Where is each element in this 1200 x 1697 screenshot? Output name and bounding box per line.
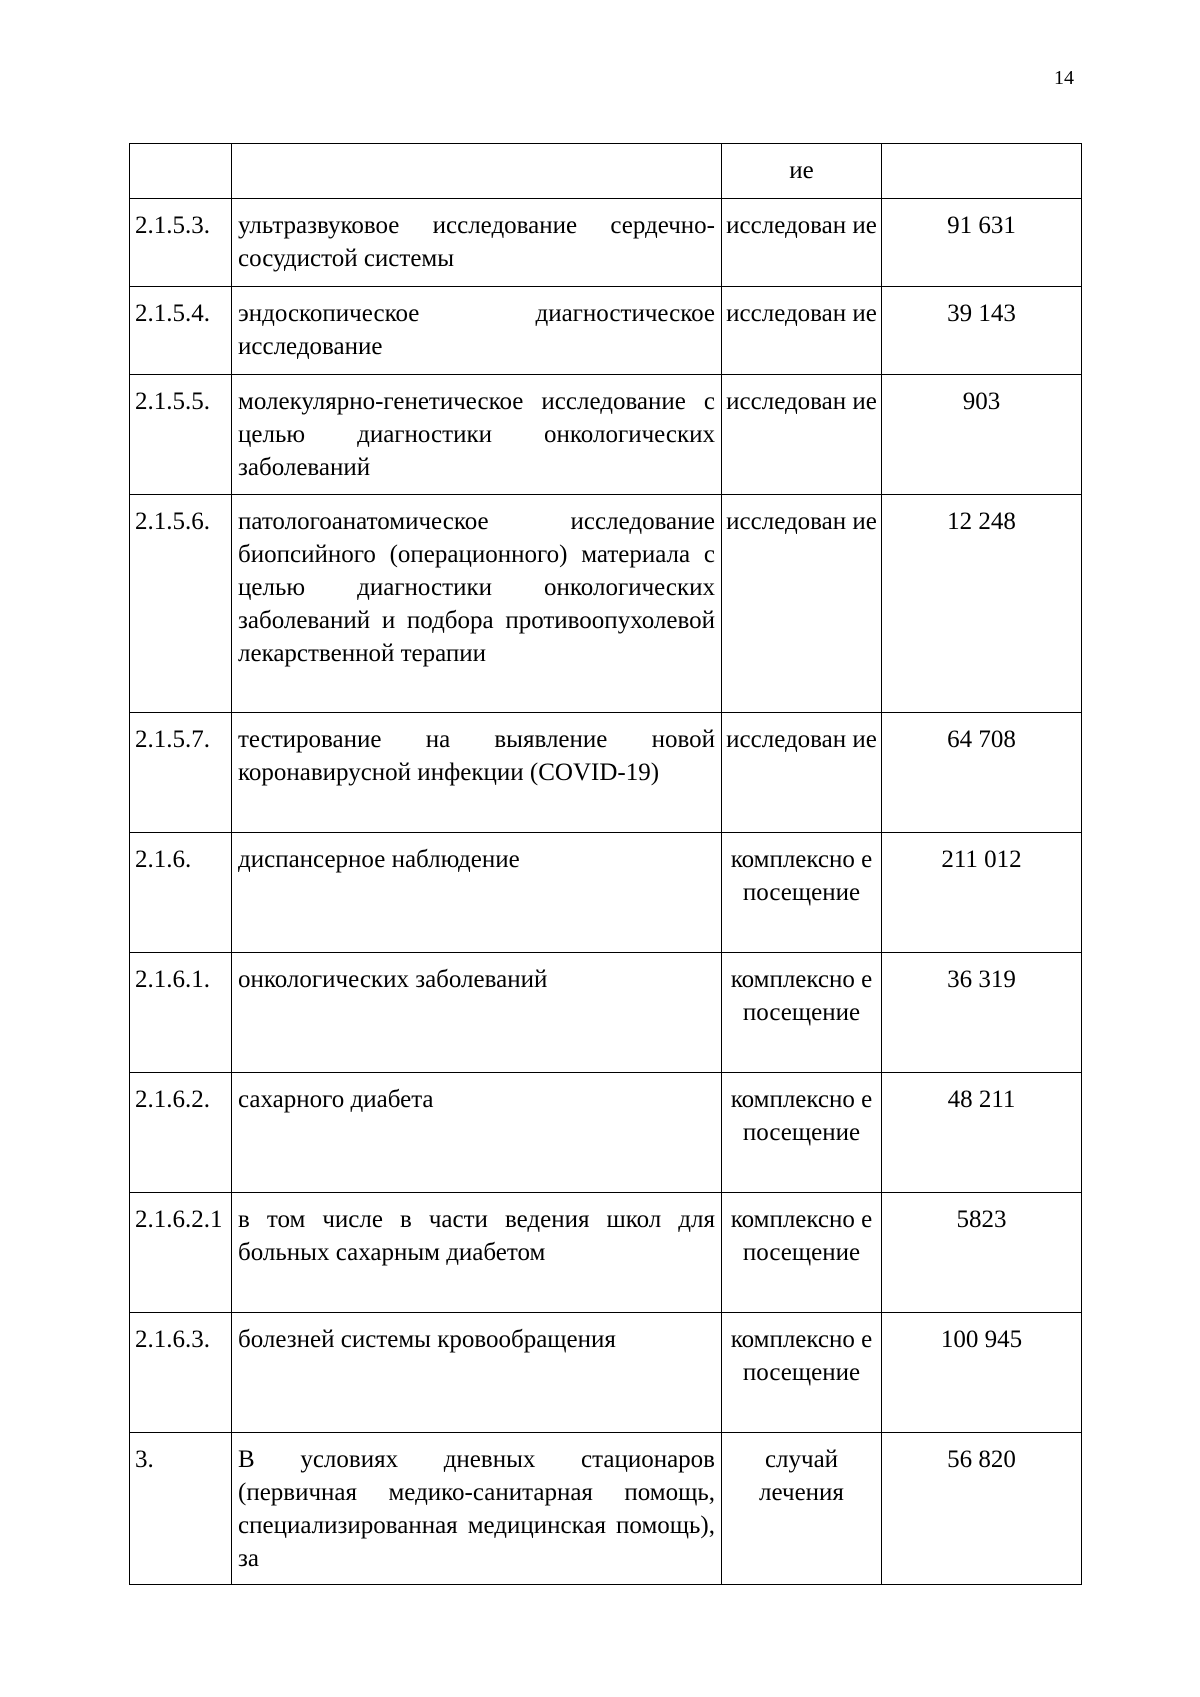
row-value-cell: 56 820: [882, 1433, 1082, 1585]
row-value-cell: 903: [882, 375, 1082, 495]
row-unit-cell: исследован ие: [722, 375, 882, 495]
row-unit-cell: исследован ие: [722, 199, 882, 287]
table-row: [130, 199, 1082, 287]
row-description-cell: [232, 144, 722, 199]
row-value-cell: 100 945: [882, 1313, 1082, 1433]
row-value-cell: 12 248: [882, 495, 1082, 713]
row-value-cell: 5823: [882, 1193, 1082, 1313]
table-row: [130, 1073, 1082, 1193]
row-number-cell: 2.1.6.2.: [130, 1073, 232, 1193]
table-row: [130, 953, 1082, 1073]
row-value-cell: 211 012: [882, 833, 1082, 953]
row-unit-cell: комплексно е посещение: [722, 953, 882, 1073]
page-number: 14: [1054, 67, 1074, 89]
table-row: [130, 1313, 1082, 1433]
row-number-cell: 2.1.6.3.: [130, 1313, 232, 1433]
row-number-cell: 3.: [130, 1433, 232, 1585]
row-description-cell: ультразвуковое исследование сердечно-сосудистой системы: [232, 199, 722, 287]
row-number-cell: 2.1.5.7.: [130, 713, 232, 833]
indicators-table: [129, 143, 1082, 1585]
row-description-cell: онкологических заболеваний: [232, 953, 722, 1073]
row-unit-cell: комплексно е посещение: [722, 833, 882, 953]
row-value-cell: 64 708: [882, 713, 1082, 833]
row-number-cell: 2.1.5.6.: [130, 495, 232, 713]
table-row: [130, 713, 1082, 833]
table-row: [130, 1433, 1082, 1585]
row-unit-cell: исследован ие: [722, 287, 882, 375]
row-number-cell: 2.1.6.2.1: [130, 1193, 232, 1313]
row-description-cell: тестирование на выявление новой коронавирусной инфекции (COVID-19): [232, 713, 722, 833]
table-row: [130, 1193, 1082, 1313]
row-description-cell: диспансерное наблюдение: [232, 833, 722, 953]
row-value-cell: 36 319: [882, 953, 1082, 1073]
row-value-cell: [882, 144, 1082, 199]
row-description-cell: молекулярно-генетическое исследование с целью диагностики онкологических заболеваний: [232, 375, 722, 495]
row-unit-cell: случай лечения: [722, 1433, 882, 1585]
row-description-cell: сахарного диабета: [232, 1073, 722, 1193]
row-description-cell: эндоскопическое диагностическое исследование: [232, 287, 722, 375]
row-description-cell: В условиях дневных стационаров (первичная медико-санитарная помощь, специализированная медицинская помощь), за: [232, 1433, 722, 1585]
row-number-cell: 2.1.5.3.: [130, 199, 232, 287]
row-unit-cell: комплексно е посещение: [722, 1313, 882, 1433]
table-row: [130, 833, 1082, 953]
row-unit-cell: ие: [722, 144, 882, 199]
table-row: [130, 287, 1082, 375]
row-unit-cell: исследован ие: [722, 713, 882, 833]
row-number-cell: 2.1.6.: [130, 833, 232, 953]
table-row: [130, 375, 1082, 495]
row-number-cell: 2.1.5.5.: [130, 375, 232, 495]
row-description-cell: в том числе в части ведения школ для больных сахарным диабетом: [232, 1193, 722, 1313]
row-description-cell: болезней системы кровообращения: [232, 1313, 722, 1433]
row-unit-cell: комплексно е посещение: [722, 1073, 882, 1193]
table-row: [130, 144, 1082, 199]
row-number-cell: 2.1.6.1.: [130, 953, 232, 1073]
row-value-cell: 48 211: [882, 1073, 1082, 1193]
row-description-cell: патологоанатомическое исследование биопсийного (операционного) материала с целью диагностики онкологических заболеваний и подбора противоопухолевой лекарственной терапии: [232, 495, 722, 713]
table-row: [130, 495, 1082, 713]
row-unit-cell: исследован ие: [722, 495, 882, 713]
row-number-cell: 2.1.5.4.: [130, 287, 232, 375]
row-value-cell: 39 143: [882, 287, 1082, 375]
row-value-cell: 91 631: [882, 199, 1082, 287]
row-unit-cell: комплексно е посещение: [722, 1193, 882, 1313]
row-number-cell: [130, 144, 232, 199]
